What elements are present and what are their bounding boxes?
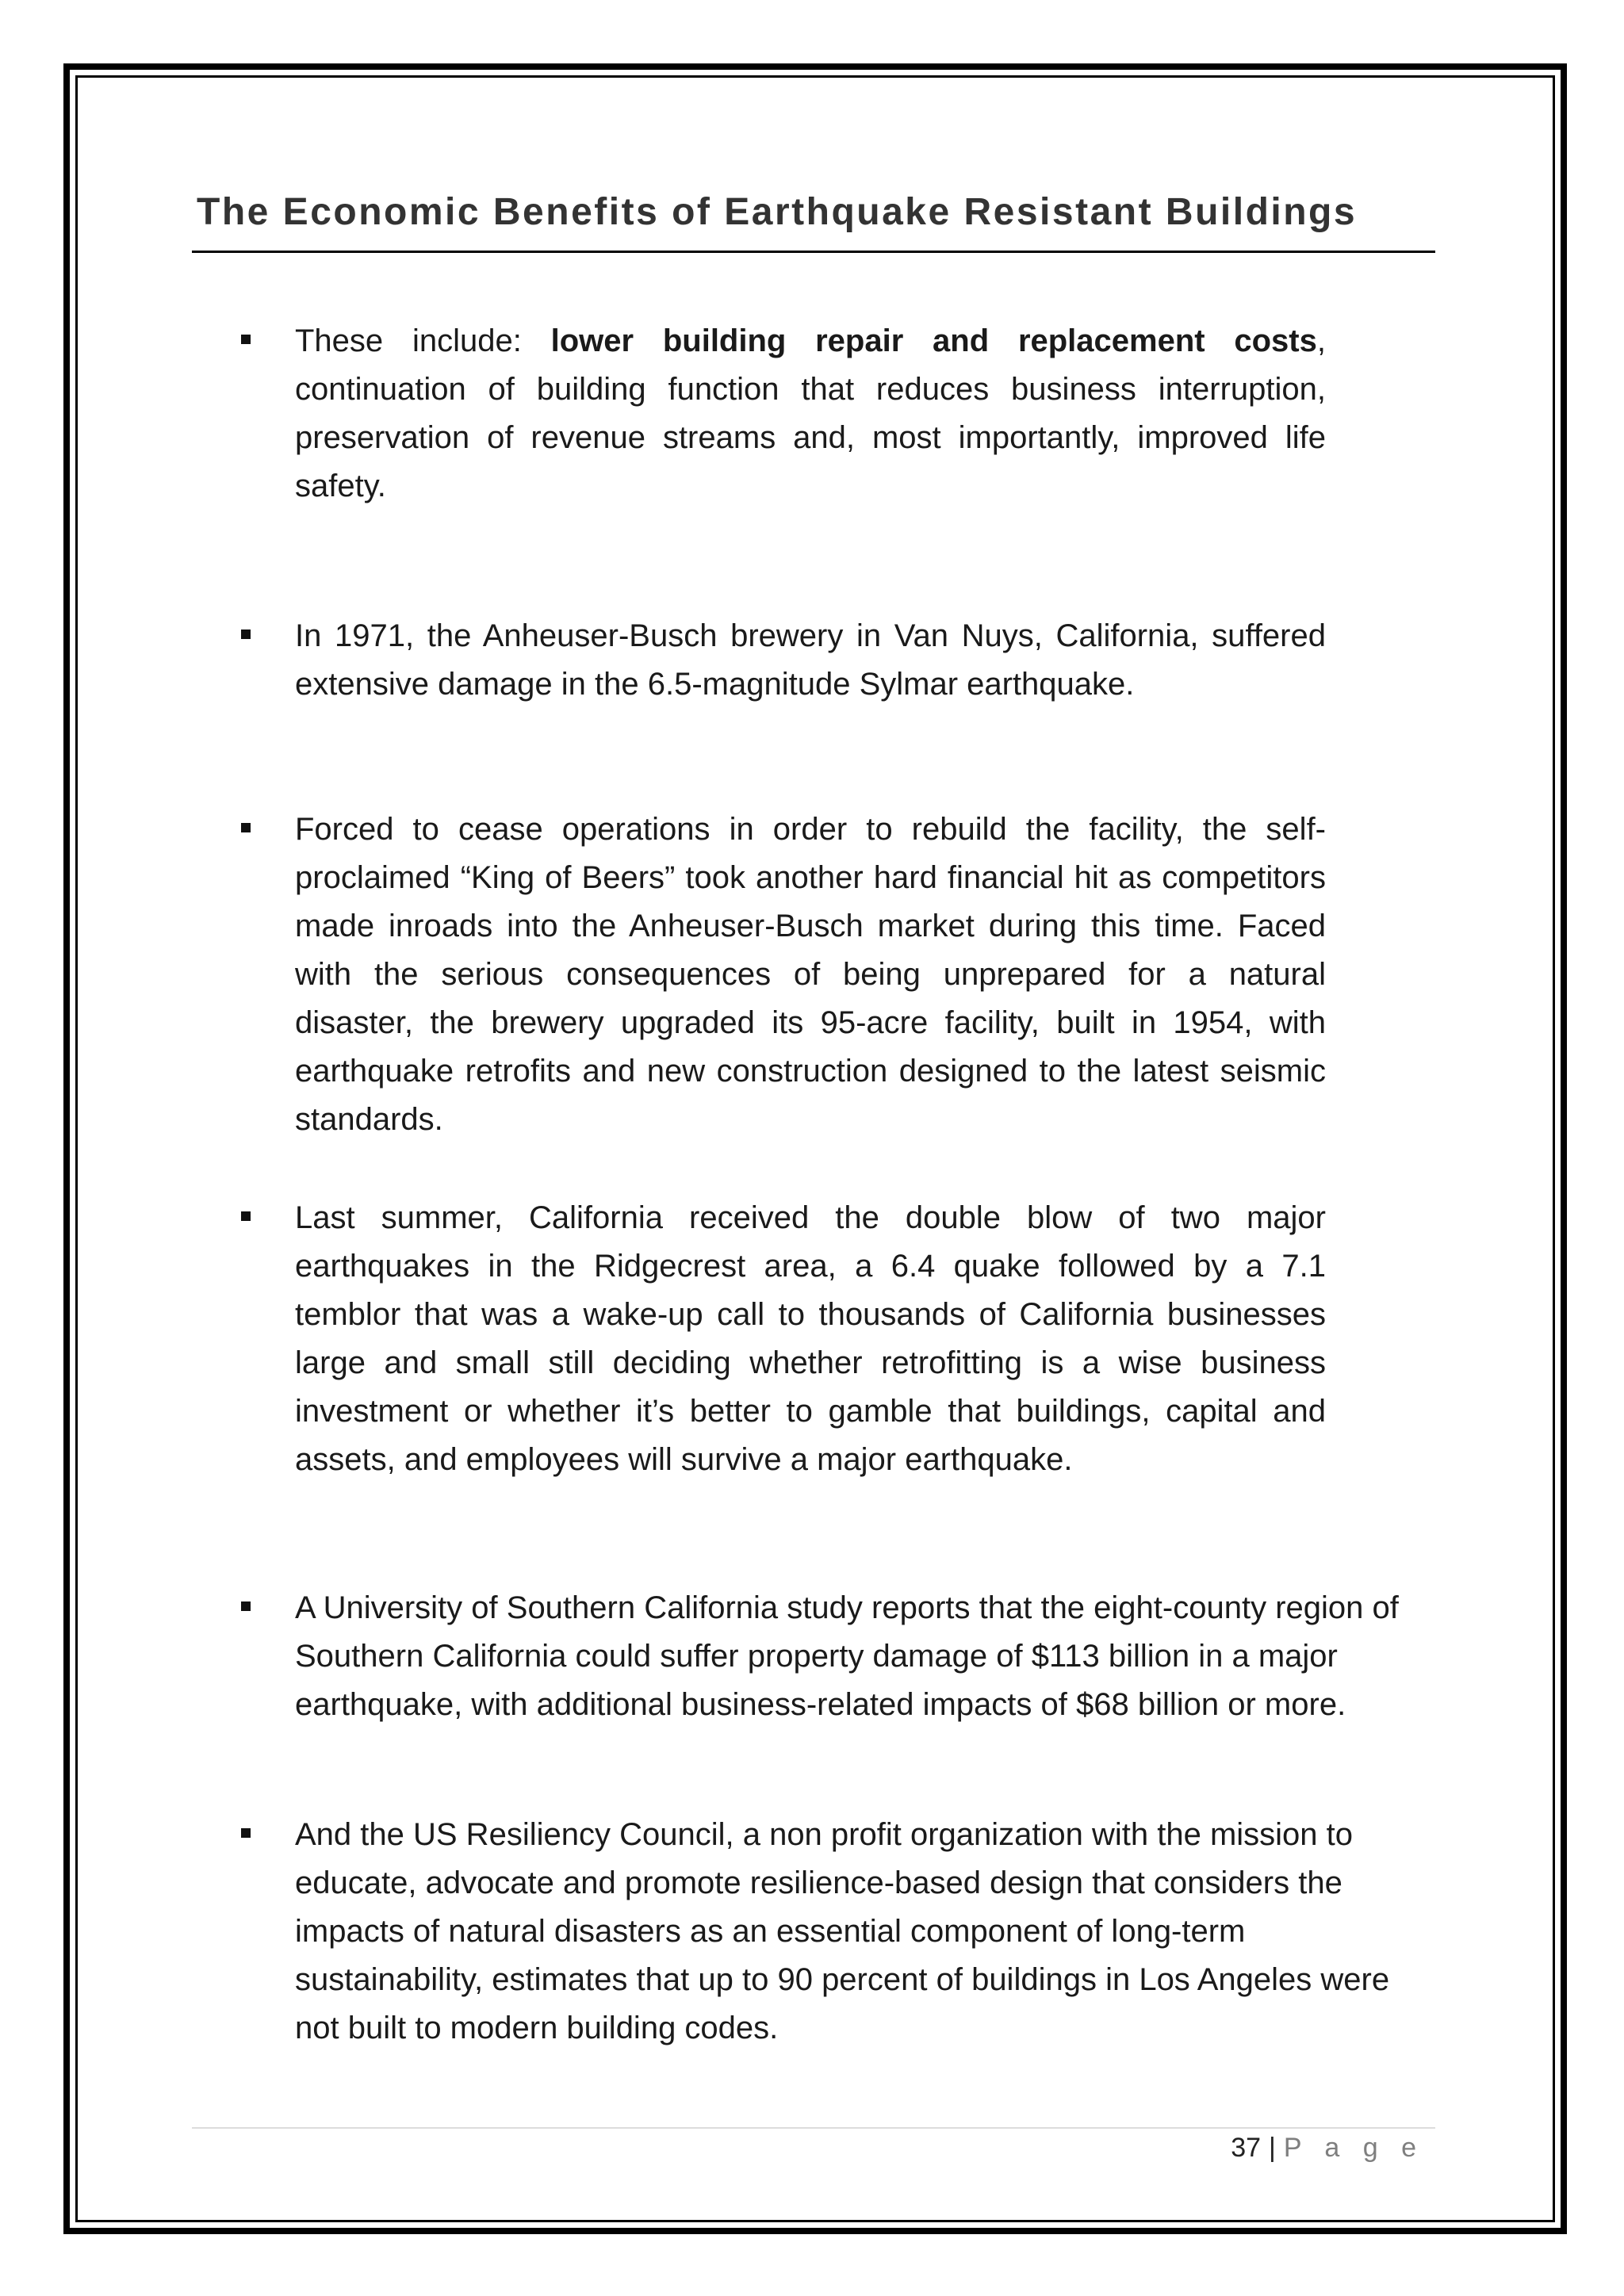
bullet-text: A University of Southern California study reports that the eight-county region of Southern California could suffer property damage of $113 billion in a major earthquake, with additional business-related impacts of $68 billion or more. [295,1590,1399,1722]
square-bullet-icon [241,1601,251,1611]
square-bullet-icon [241,335,251,344]
bullet-item-resiliency-council [247,1811,1437,2053]
bullet-item-ridgecrest [247,1194,1326,1484]
square-bullet-icon [241,1828,251,1838]
footer-separator: | [1269,2133,1276,2163]
page-title: The Economic Benefits of Earthquake Resistant Buildings [197,191,1358,233]
bullet-rest: , continuation of building function that reduces business interruption, preservation of revenue streams and, most importantly, improved life safety. [295,323,1326,503]
bullet-text: In 1971, the Anheuser-Busch brewery in Van Nuys, California, suffered extensive damage in the 6.5-magnitude Sylmar earthquake. [295,618,1326,702]
bullet-text: Forced to cease operations in order to rebuild the facility, the self-proclaimed “King of Beers” took another hard financial hit as competitors made inroads into the Anheuser-Busch market during this time. Faced with the serious consequences of being unprepared for a natural disaster, the brewery upgraded its 95-acre facility, built in 1954, with earthquake retrofits and new construction designed to the latest seismic standards. [295,812,1326,1137]
square-bullet-icon [241,1211,251,1221]
square-bullet-icon [241,823,251,832]
bullet-item-forced-to-cease [247,806,1326,1144]
page-label: P a g e [1283,2133,1424,2163]
bullet-bold-phrase: lower building repair and replacement costs [550,323,1317,358]
title-underline [192,251,1435,253]
page-number: 37 [1231,2133,1262,2163]
bullet-text: And the US Resiliency Council, a non profit organization with the mission to educate, advocate and promote resilience-based design that considers the impacts of natural disasters as an essential component of long-term sustainability, estimates that up to 90 percent of buildings in Los Angeles were not built to modern building codes. [295,1817,1390,2045]
bullet-item-usc-study [247,1584,1437,1729]
bullet-text [247,317,1326,511]
bullet-prefix: These include: [295,323,551,358]
bullet-item-1971 [247,612,1326,709]
page-footer [1231,2133,1424,2164]
footer-divider [192,2127,1435,2129]
square-bullet-icon [241,629,251,639]
bullet-item-benefits [247,317,1326,511]
bullet-text: Last summer, California received the double blow of two major earthquakes in the Ridgecrest area, a 6.4 quake followed by a 7.1 temblor that was a wake-up call to thousands of California businesses large and small still deciding whether retrofitting is a wise business investment or whether it’s better to gamble that buildings, capital and assets, and employees will survive a major earthquake. [295,1200,1326,1477]
